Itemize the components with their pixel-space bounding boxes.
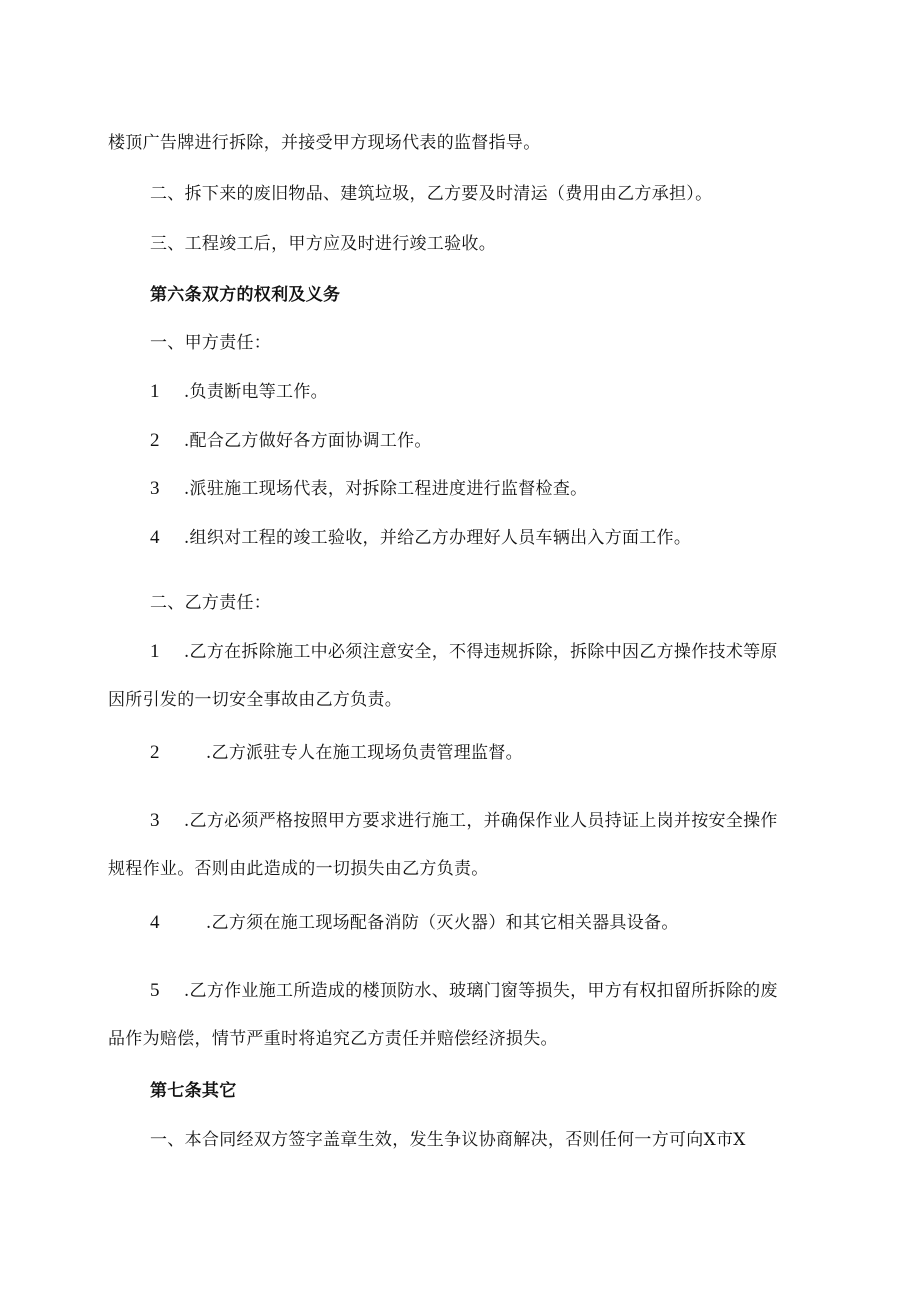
item-number: 5 — [150, 980, 160, 1001]
list-item: 1 .乙方在拆除施工中必须注意安全，不得违规拆除，拆除中因乙方操作技术等原 — [150, 641, 778, 662]
list-item: 4 .乙方须在施工现场配备消防（灭火器）和其它相关器具设备。 — [150, 912, 679, 933]
clause-item: 一、本合同经双方签字盖章生效，发生争议协商解决，否则任何一方可向X市X — [150, 1130, 746, 1150]
item-number: 4 — [150, 527, 160, 548]
item-number: 1 — [150, 641, 160, 662]
item-number: 1 — [150, 381, 160, 402]
list-item: 4 .组织对工程的竣工验收，并给乙方办理好人员车辆出入方面工作。 — [150, 527, 692, 548]
item-number: 3 — [150, 478, 160, 499]
subsection-heading: 二、乙方责任： — [150, 593, 272, 613]
list-item: 2 .配合乙方做好各方面协调工作。 — [150, 430, 432, 451]
list-item: 2 .乙方派驻专人在施工现场负责管理监督。 — [150, 742, 523, 763]
section-heading: 第七条其它 — [150, 1081, 237, 1101]
section-heading: 第六条双方的权利及义务 — [150, 285, 341, 305]
list-item: 1 .负责断电等工作。 — [150, 381, 328, 402]
item-number: 2 — [150, 430, 160, 451]
item-number: 4 — [150, 912, 160, 933]
clause-item: 三、工程竣工后，甲方应及时进行竣工验收。 — [150, 234, 496, 254]
item-number: 2 — [150, 742, 160, 763]
paragraph-line: 因所引发的一切安全事故由乙方负责。 — [108, 690, 403, 710]
paragraph-line: 规程作业。否则由此造成的一切损失由乙方负责。 — [108, 859, 489, 879]
paragraph-line: 楼顶广告牌进行拆除，并接受甲方现场代表的监督指导。 — [108, 133, 541, 153]
clause-item: 二、拆下来的废旧物品、建筑垃圾，乙方要及时清运（费用由乙方承担）。 — [150, 184, 713, 204]
list-item: 5 .乙方作业施工所造成的楼顶防水、玻璃门窗等损失，甲方有权扣留所拆除的废 — [150, 980, 778, 1001]
subsection-heading: 一、甲方责任： — [150, 333, 272, 353]
paragraph-line: 品作为赔偿，情节严重时将追究乙方责任并赔偿经济损失。 — [108, 1029, 558, 1049]
list-item: 3 .派驻施工现场代表，对拆除工程进度进行监督检查。 — [150, 478, 588, 499]
list-item: 3 .乙方必须严格按照甲方要求进行施工，并确保作业人员持证上岗并按安全操作 — [150, 810, 778, 831]
item-number: 3 — [150, 810, 160, 831]
